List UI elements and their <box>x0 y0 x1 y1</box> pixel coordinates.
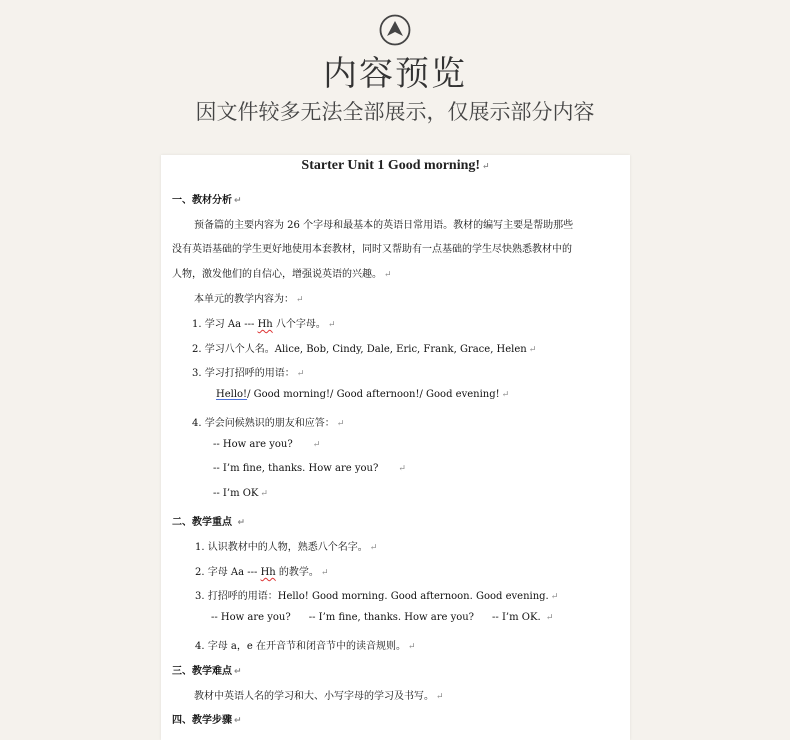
paragraph-3: 教材中英语人名的学习和大、小写字母的学习及书写。 ↵ <box>194 691 444 702</box>
list-item-3: 3. 学习打招呼的用语： ↵ <box>192 368 305 379</box>
key-point-3: 3. 打招呼的用语：Hello! Good morning. Good afternoon. Good evening. ↵ <box>195 591 559 602</box>
up-arrow-logo-icon <box>379 14 411 46</box>
paragraph-2: 本单元的教学内容为： ↵ <box>194 294 304 305</box>
key-point-2: 2. 字母 Aa --- Hh 的教学。 ↵ <box>195 567 329 578</box>
list-item-4: 4. 学会问候熟识的朋友和应答： ↵ <box>192 418 345 429</box>
section-heading-3: 三、教学难点 ↵ <box>172 666 242 677</box>
section-heading-4: 四、教学步骤 ↵ <box>172 715 242 726</box>
dialog-line-2: -- I’m fine, thanks. How are you? ↵ <box>213 463 406 474</box>
dialog-line-3: -- I’m OK ↵ <box>213 488 268 499</box>
list-item-1: 1. 学习 Aa --- Hh 八个字母。 ↵ <box>192 319 336 330</box>
key-point-1: 1. 认识教材中的人物，熟悉八个名字。 ↵ <box>195 542 378 553</box>
paragraph-1-line-2: 没有英语基础的学生更好地使用本套教材，同时又帮助有一点基础的学生尽快熟悉教材中的 <box>172 244 572 255</box>
list-item-2: 2. 学习八个人名。Alice, Bob, Cindy, Dale, Eric, Frank, Grace, Helen ↵ <box>192 344 537 355</box>
greetings-line: Hello!/ Good morning!/ Good afternoon!/ Good evening! ↵ <box>216 389 510 400</box>
page-subtitle: 因文件较多无法全部展示，仅展示部分内容 <box>195 100 595 124</box>
key-point-3-dialog: -- How are you? -- I’m fine, thanks. How are you? -- I’m OK. ↵ <box>211 612 554 623</box>
section-heading-2: 二、教学重点 ↵ <box>172 517 246 528</box>
section-heading-1: 一、教材分析 ↵ <box>172 195 242 206</box>
paragraph-1-line-1: 预备篇的主要内容为 26 个字母和最基本的英语日常用语。教材的编写主要是帮助那些 <box>194 220 574 231</box>
page-title: 内容预览 <box>323 54 467 94</box>
paragraph-1-line-3: 人物，激发他们的自信心，增强说英语的兴趣。 ↵ <box>172 269 392 280</box>
document-preview <box>161 155 630 740</box>
dialog-line-1: -- How are you? ↵ <box>213 439 321 450</box>
key-point-4: 4. 字母 a，e 在开音节和闭音节中的读音规则。 ↵ <box>195 641 416 652</box>
document-title: Starter Unit 1 Good morning! ↵ <box>301 158 490 173</box>
